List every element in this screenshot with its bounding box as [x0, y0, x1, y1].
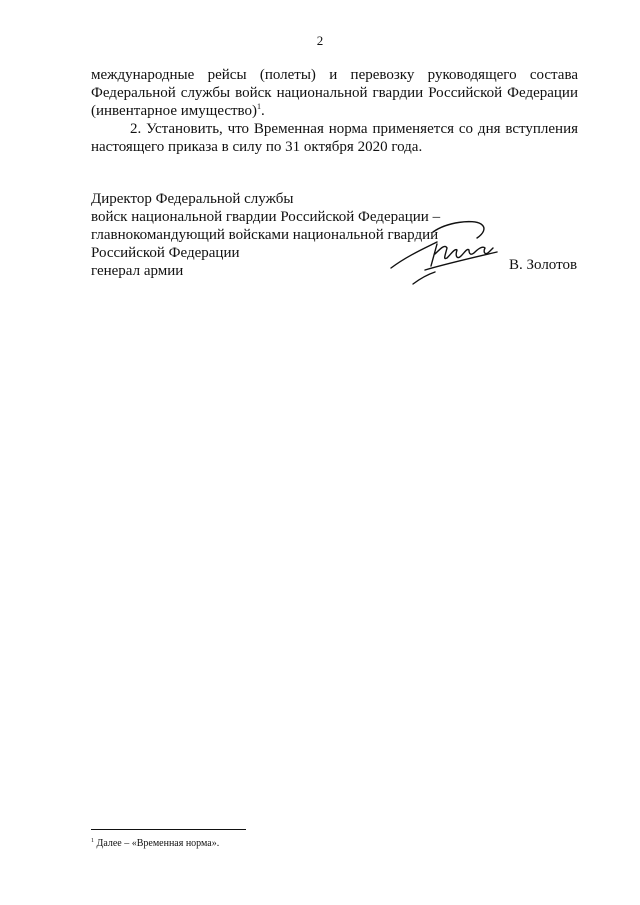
footnote-mark: 1 [91, 838, 94, 844]
signature-underline [425, 252, 497, 270]
body-text [91, 66, 578, 156]
signer-name: В. Золотов [509, 257, 578, 273]
page-number: 2 [316, 33, 324, 48]
signer-rank: генерал армии [91, 263, 184, 279]
paragraph-1 [91, 66, 578, 120]
handwritten-signature [385, 218, 510, 290]
signer-title-line-3: главнокомандующий войсками национальной гвардии [91, 227, 439, 243]
paragraph-1-end: . [261, 103, 265, 119]
paragraph-2: 2. Установить, что Временная норма применяется со дня вступления настоящего приказа в силу по 31 октября 2020 года. [91, 121, 578, 155]
signature-tail [413, 272, 435, 284]
signature-flourish-top [433, 222, 484, 238]
footnote-reference: 1 [257, 102, 262, 111]
paragraph-1-text: международные рейсы (полеты) и перевозку руководящего состава Федеральной службы войск национальной гвардии Российской Федерации (инвентарное имущество) [91, 67, 578, 119]
footnote-divider [91, 829, 246, 830]
footnote-text: Далее – «Временная норма». [94, 838, 220, 849]
signer-title-line-4: Российской Федерации [91, 245, 240, 261]
signer-title-line-2: войск национальной гвардии Российской Федерации – [91, 209, 441, 225]
signature-main-stroke [391, 242, 437, 268]
footnote [91, 838, 219, 850]
signer-title-line-1: Директор Федеральной службы [91, 191, 294, 207]
